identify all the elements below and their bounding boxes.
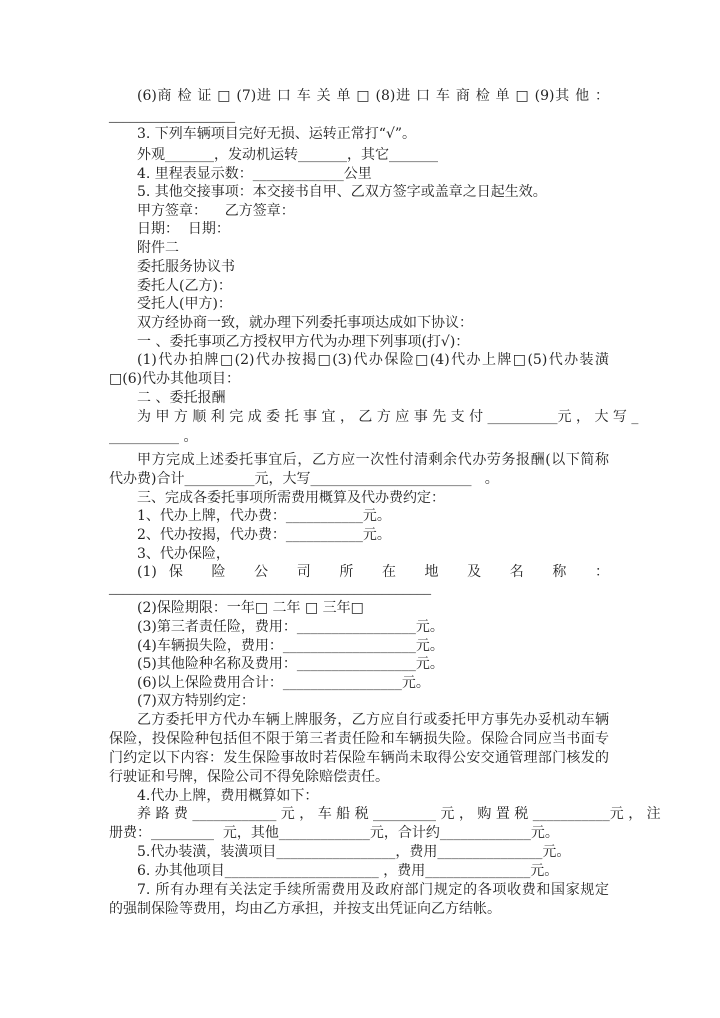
text-line: (5)其他险种名称及费用：_________________元。 [137, 656, 444, 672]
text-line: 甲方完成上述委托事宜后，乙方应一次性付清剩余代办劳务报酬(以下简称 [137, 452, 609, 468]
text-line: (3)第三者责任险，费用：_________________元。 [137, 619, 444, 635]
blank-line: ______________________________________________ [109, 582, 431, 597]
text-line: 册费：_________ 元，其他_____________元，合计约_____________元。 [109, 825, 559, 841]
agreement-title: 委托服务协议书 [137, 259, 235, 275]
text-line: (1)保 险 公 司 所 在 地 及 名 称 ： [137, 564, 609, 580]
signature-line: 甲方签章： 乙方签章： [137, 203, 295, 219]
text-line: 3、代办保险， [137, 546, 230, 562]
checklist-items-line: (6)商 检 证 □ (7)进 口 车 关 单 □ (8)进 口 车 商 检 单 □ (9)其 他 ： [137, 88, 609, 104]
text-line: 外观_______，发动机运转_______，其它_______ [137, 147, 438, 163]
text-line: __________ 。 [109, 429, 198, 445]
text-line: 的强制保险等费用，均由乙方承担，并按支出凭证向乙方结帐。 [109, 901, 501, 917]
section-heading: 一 、委托事项乙方授权甲方代为办理下列事项(打√)： [137, 334, 470, 350]
section-heading: 三、完成各委托事项所需费用概算及代办费约定： [137, 490, 445, 506]
text-line: 4. 里程表显示数：_____________公里 [137, 166, 372, 182]
text-line: 5.代办装潢，装潢项目_________________，费用_______________元。 [137, 844, 571, 860]
text-line: 门约定以下内容：发生保险事故时若保险车辆尚未取得公安交通管理部门核发的 [109, 750, 609, 766]
text-line: 5. 其他交接事项：本交接书自甲、乙双方签字或盖章之日起生效。 [137, 184, 547, 200]
blank-line: __________________ [109, 110, 235, 125]
appendix-heading: 附件二 [137, 240, 179, 256]
text-line: (1)代办拍牌□(2)代办按揭□(3)代办保险□(4)代办上牌□(5)代办装潢 [137, 352, 609, 368]
text-line: 4.代办上牌，费用概算如下： [137, 788, 319, 804]
text-line: 2、代办按揭，代办费：___________元。 [137, 527, 391, 543]
text-line: 委托人(乙方)： [137, 278, 232, 294]
text-line: 行驶证和号牌，保险公司不得免除赔偿责任。 [109, 769, 389, 785]
date-line: 日期： 日期： [137, 221, 230, 237]
text-line: 3. 下列车辆项目完好无损、运转正常打“√”。 [137, 126, 417, 142]
text-line: □(6)代办其他项目： [109, 371, 241, 387]
text-line: (6)以上保险费用合计：_________________元。 [137, 675, 430, 691]
text-line: 7. 所有办理有关法定手续所需费用及政府部门规定的各项收费和国家规定 [137, 882, 609, 898]
text-line: 双方经协商一致，就办理下列委托事项达成如下协议： [137, 315, 473, 331]
text-line: 为 甲 方 顺 利 完 成 委 托 事 宜 ， 乙 方 应 事 先 支 付 __________元 ， 大 写 _ [137, 409, 639, 425]
text-line: 代办费)合计__________元，大写_______________________ 。 [109, 471, 499, 487]
text-line: 6. 办其他项目______________________ ，费用_______________元。 [137, 863, 559, 879]
text-line: 养 路 费 ____________ 元 ， 车 船 税 _________ 元 ， 购 置 税 ___________元 ， 注 [137, 806, 661, 822]
text-line: 1、代办上牌，代办费：___________元。 [137, 508, 391, 524]
text-line: (7)双方特别约定： [137, 693, 255, 709]
section-heading: 二 、委托报酬 [137, 390, 226, 406]
text-line: 受托人(甲方)： [137, 296, 232, 312]
text-line: 乙方委托甲方代办车辆上牌服务，乙方应自行或委托甲方事先办妥机动车辆 [137, 712, 609, 728]
text-line: 保险，投保险种包括但不限于第三者责任险和车辆损失险。保险合同应当书面专 [109, 731, 609, 747]
text-line: (4)车辆损失险，费用：___________________元。 [137, 638, 444, 654]
text-line: (2)保险期限：一年□ 二年 □ 三年□ [137, 600, 364, 616]
